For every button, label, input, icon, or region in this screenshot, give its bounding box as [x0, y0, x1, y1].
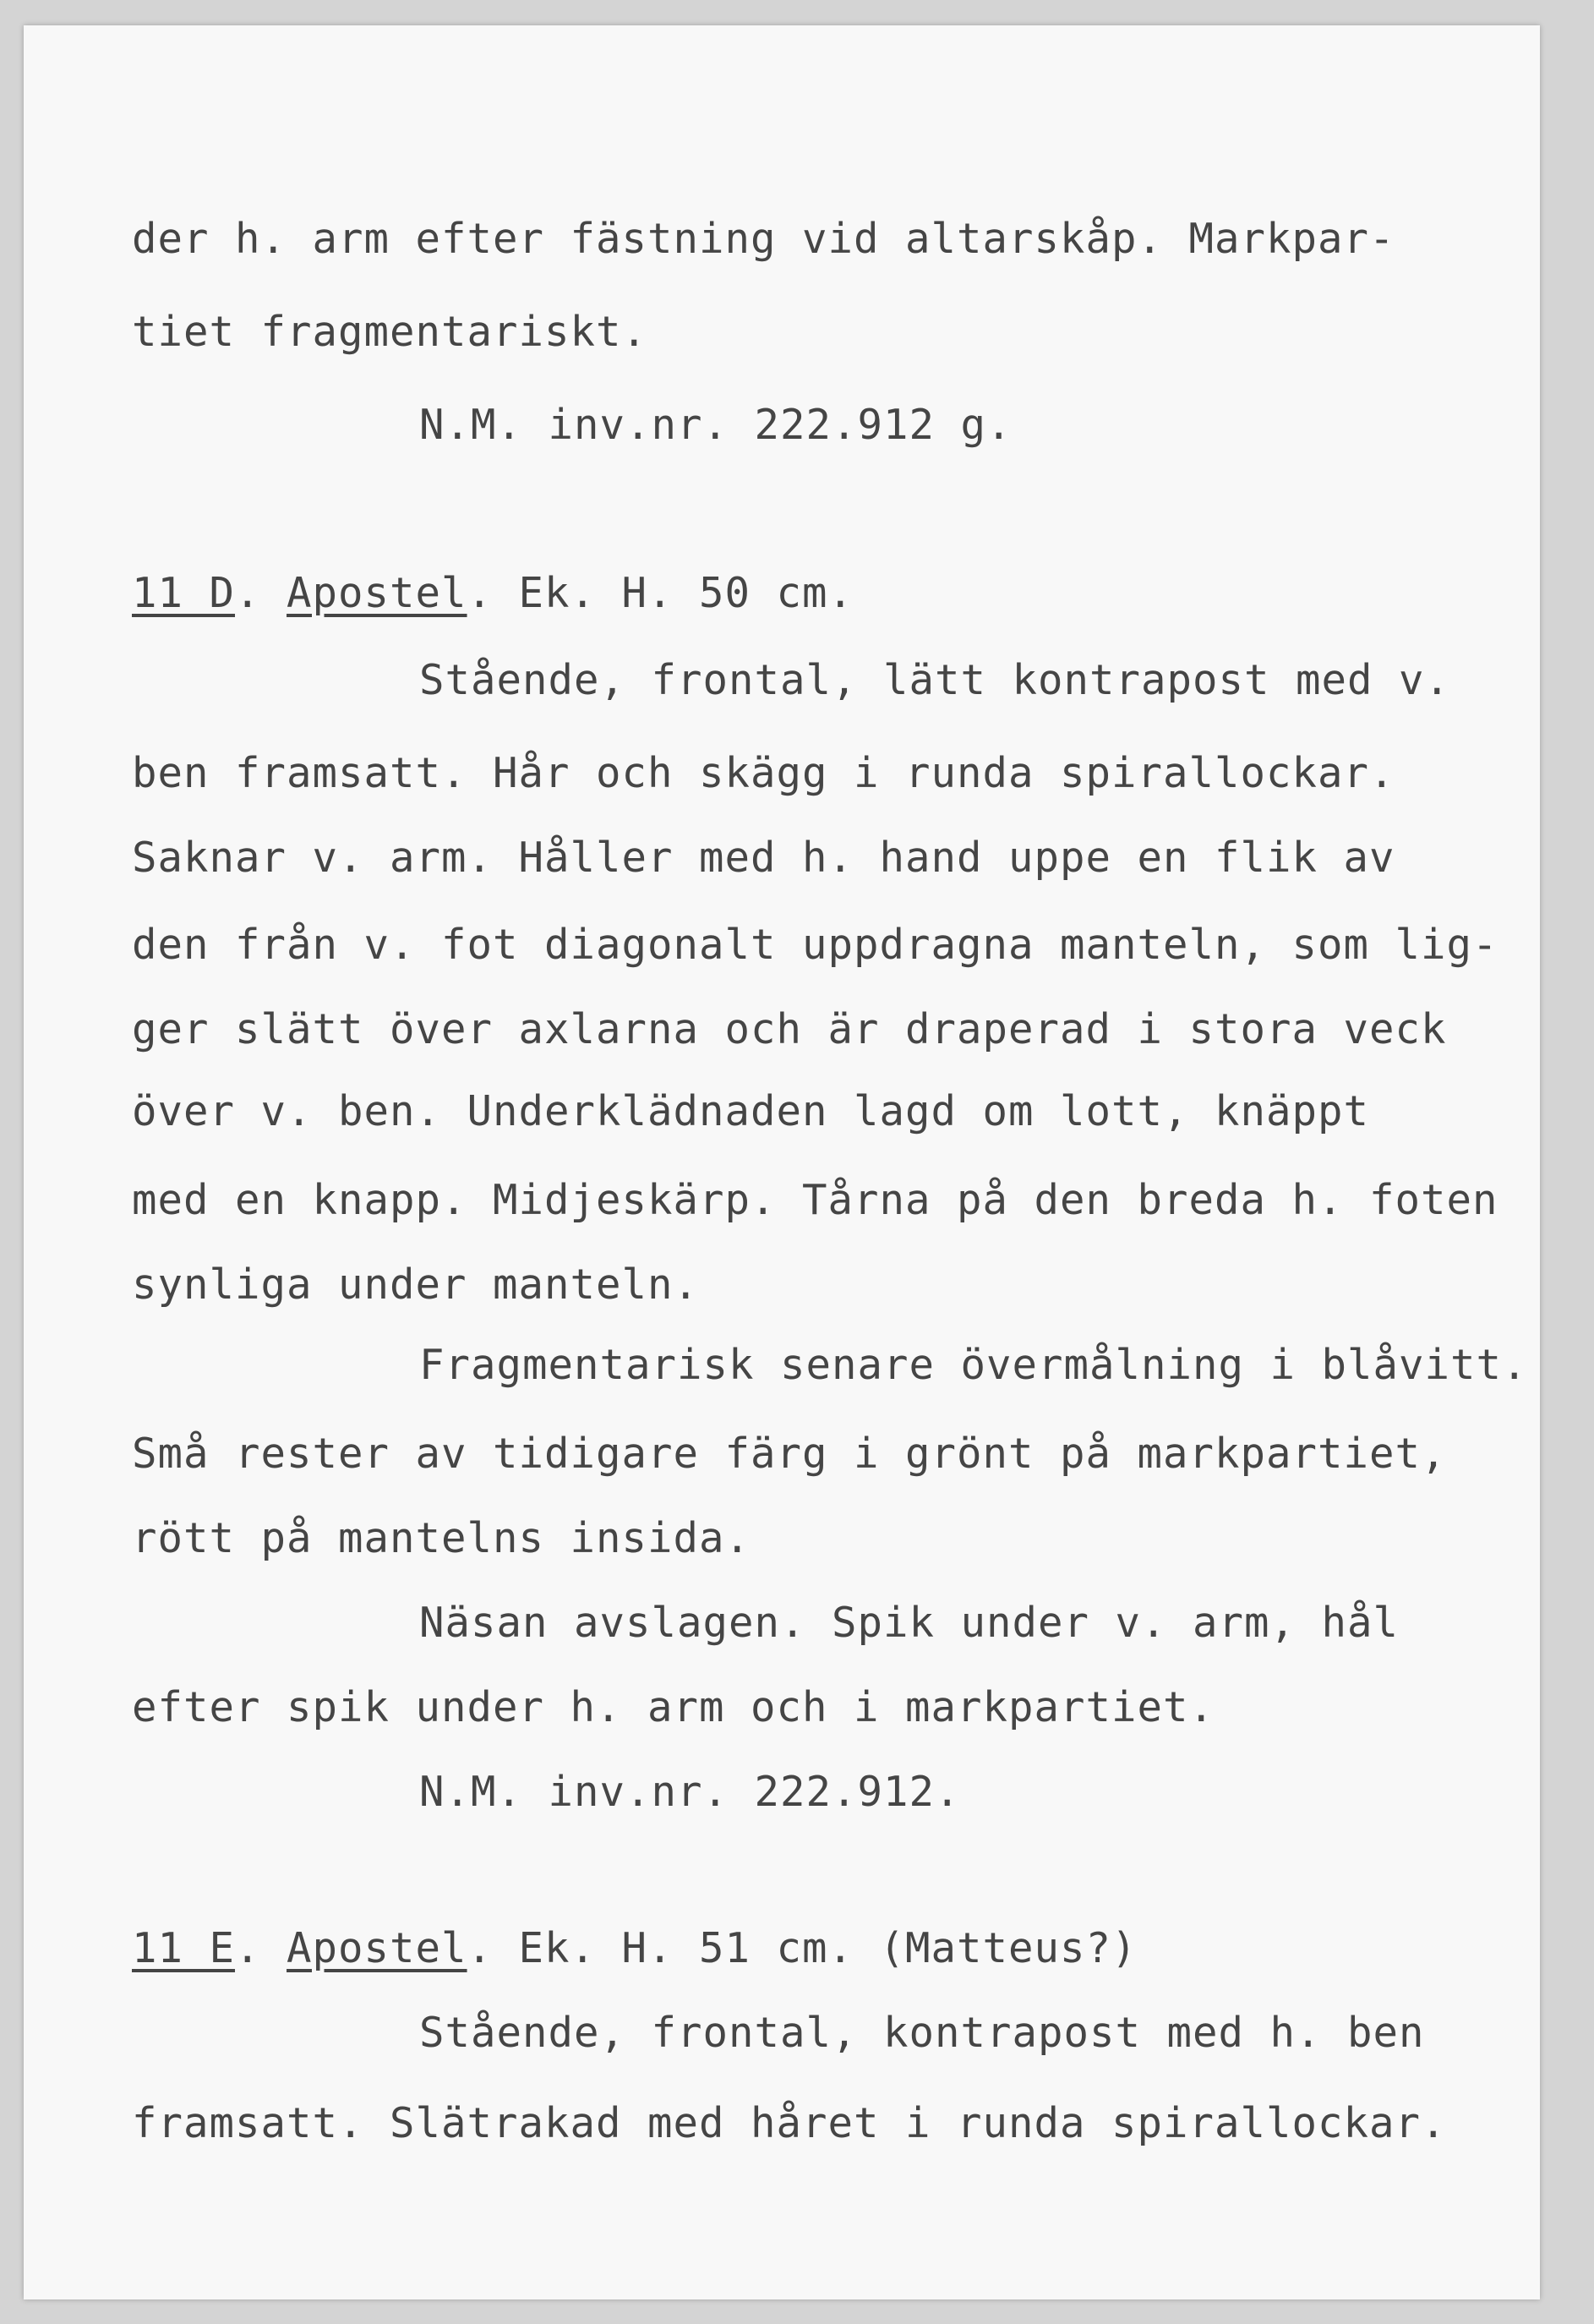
entry-heading-11d: [132, 568, 854, 619]
entry-heading-11e: [132, 1923, 1138, 1974]
text-line: der h. arm efter fästning vid altarskåp. Markpar-: [132, 215, 1395, 263]
entry-title: Apostel: [287, 1924, 467, 1972]
text-line: framsatt. Slätrakad med håret i runda spirallockar.: [132, 2099, 1447, 2147]
text-line: Små rester av tidigare färg i grönt på markpartiet,: [132, 1430, 1447, 1478]
text-line: Näsan avslagen. Spik under v. arm, hål: [419, 1599, 1400, 1647]
entry-number: 11 E: [132, 1924, 236, 1972]
text-line: efter spik under h. arm och i markpartiet.: [132, 1683, 1215, 1731]
text-line: Fragmentarisk senare övermålning i blåvitt.: [419, 1341, 1528, 1389]
text-line: den från v. fot diagonalt uppdragna manteln, som lig-: [132, 921, 1498, 969]
text-line: ben framsatt. Hår och skägg i runda spirallockar.: [132, 749, 1395, 797]
entry-details: . Ek. H. 50 cm.: [467, 569, 854, 617]
entry-separator: .: [235, 1924, 287, 1972]
document-page: [24, 25, 1540, 2299]
text-line: synliga under manteln.: [132, 1260, 700, 1309]
entry-title: Apostel: [287, 569, 467, 617]
text-line: Saknar v. arm. Håller med h. hand uppe en flik av: [132, 834, 1395, 882]
text-line: N.M. inv.nr. 222.912 g.: [419, 401, 1013, 449]
entry-number: 11 D: [132, 569, 236, 617]
text-line: tiet fragmentariskt.: [132, 308, 648, 356]
text-line: N.M. inv.nr. 222.912.: [419, 1768, 961, 1816]
entry-separator: .: [235, 569, 287, 617]
text-line: ger slätt över axlarna och är draperad i stora veck: [132, 1005, 1447, 1053]
entry-details: . Ek. H. 51 cm. (Matteus?): [467, 1924, 1138, 1972]
text-line: över v. ben. Underklädnaden lagd om lott, knäppt: [132, 1087, 1370, 1135]
text-line: med en knapp. Midjeskärp. Tårna på den breda h. foten: [132, 1176, 1498, 1224]
text-line: Stående, frontal, lätt kontrapost med v.: [419, 656, 1451, 704]
text-line: rött på mantelns insida.: [132, 1514, 751, 1562]
text-line: Stående, frontal, kontrapost med h. ben: [419, 2009, 1425, 2057]
